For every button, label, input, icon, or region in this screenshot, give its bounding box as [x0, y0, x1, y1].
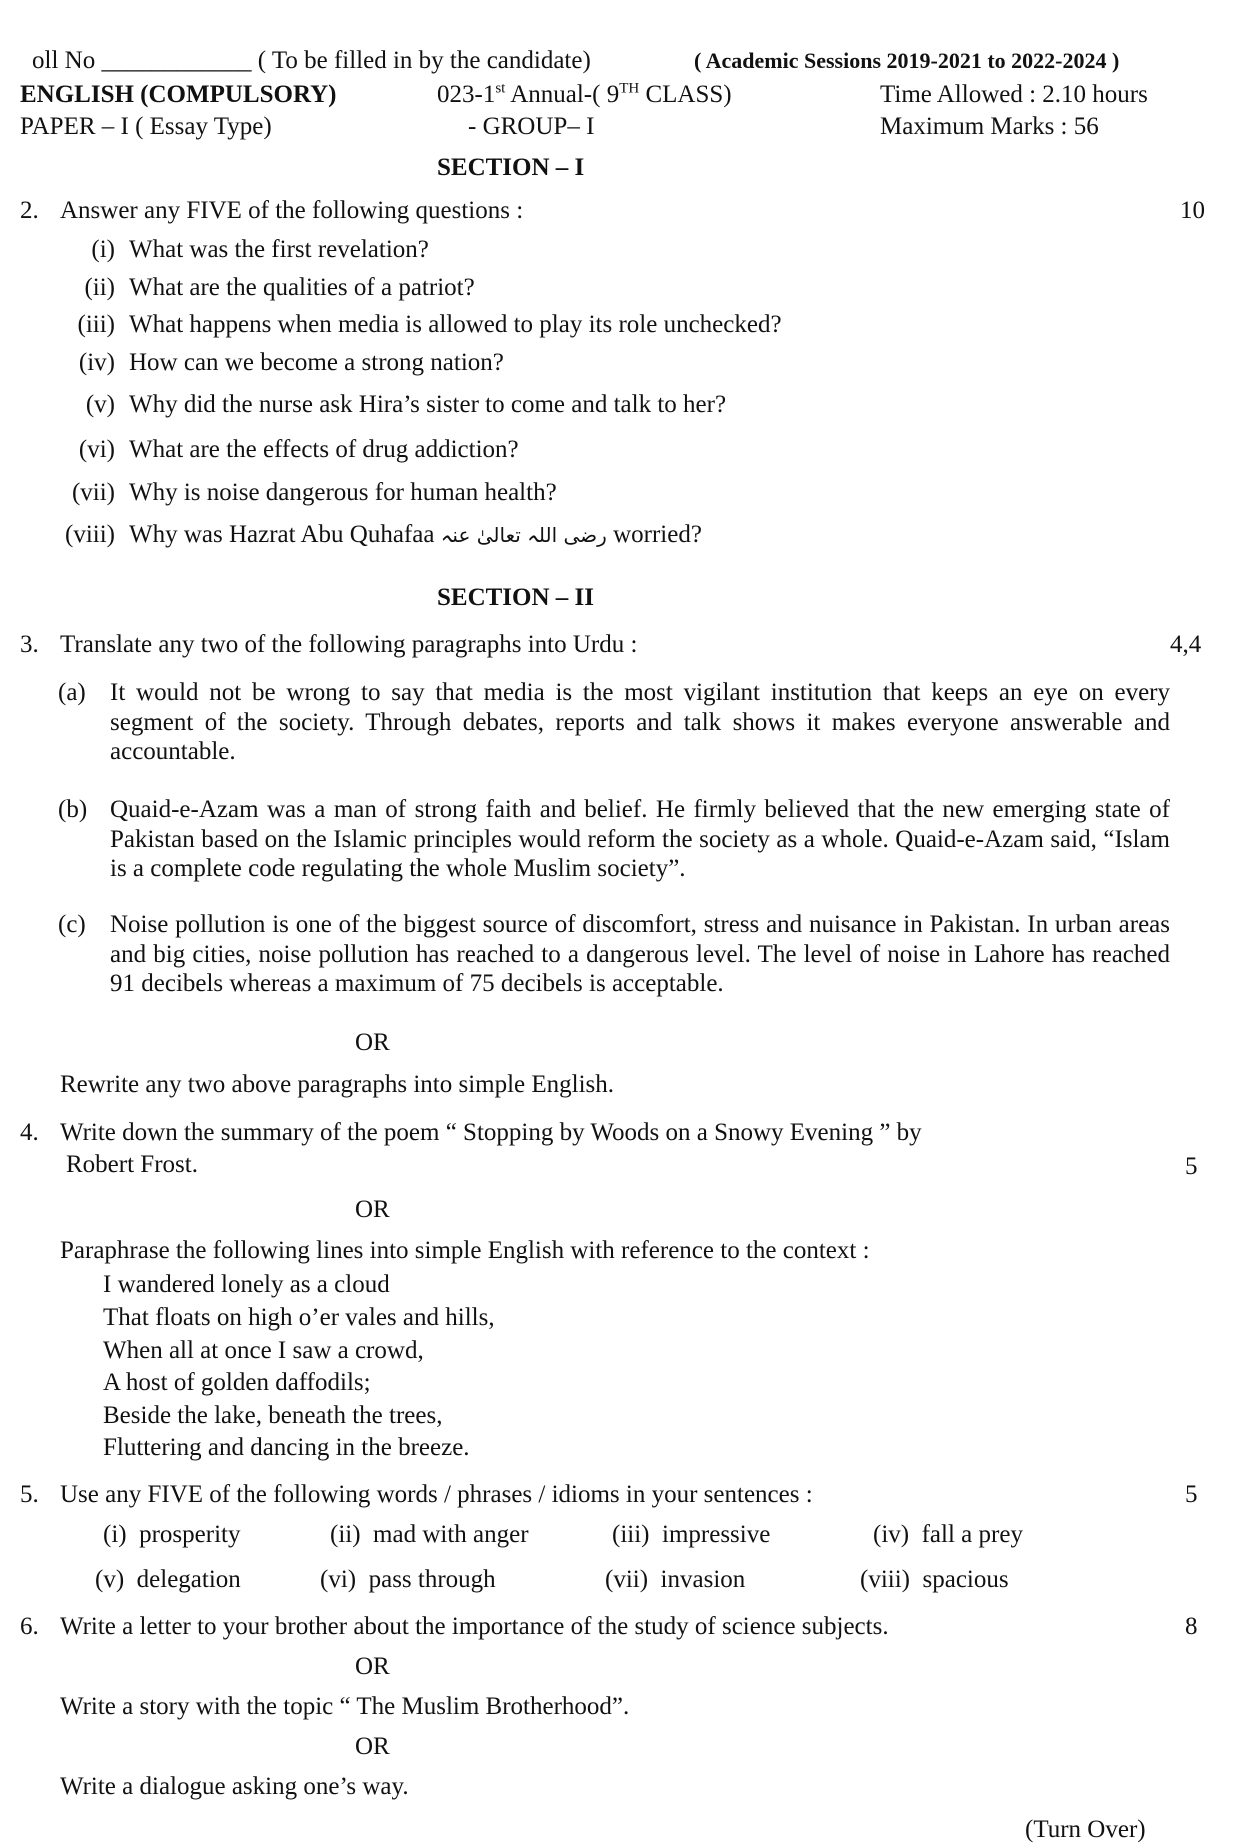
- q2-marks: 10: [1180, 197, 1205, 224]
- q3-paragraph-a: It would not be wrong to say that media is the most vigilant institution that keeps an eye on every segment of the society. Through debates, reports and talk shows it makes everyone answerable and accountable.: [110, 679, 1170, 765]
- roll-no-line: [32, 46, 591, 76]
- q2-item: (ii) What are the qualities of a patriot?: [84, 274, 475, 301]
- q3-paragraph-label: (c): [58, 911, 86, 938]
- q4-marks: 5: [1185, 1153, 1198, 1180]
- q6-alternative: Write a dialogue asking one’s way.: [60, 1773, 409, 1800]
- maximum-marks: Maximum Marks : 56: [880, 113, 1099, 140]
- q2-item: (v) Why did the nurse ask Hira’s sister to come and talk to her?: [85, 391, 727, 418]
- q2-item: (i) What was the first revelation?: [91, 236, 429, 263]
- poem-line: When all at once I saw a crowd,: [103, 1337, 424, 1364]
- q5-word: (i) prosperity: [103, 1521, 241, 1548]
- q2-item: (iii) What happens when media is allowed to play its role unchecked?: [77, 311, 782, 338]
- q2-text: Answer any FIVE of the following questions :: [60, 197, 524, 224]
- q5-text: Use any FIVE of the following words / phrases / idioms in your sentences :: [60, 1481, 813, 1508]
- q2-item: (vii) Why is noise dangerous for human health?: [71, 479, 557, 506]
- exam-title: 023-1st Annual-( 9TH CLASS): [437, 80, 732, 108]
- group-title: - GROUP– I: [468, 113, 595, 140]
- time-allowed: Time Allowed : 2.10 hours: [880, 81, 1148, 108]
- roll-no-note: ( To be filled in by the candidate): [257, 47, 591, 74]
- q5-word: (iii) impressive: [612, 1521, 771, 1548]
- q6-alternative: Write a story with the topic “ The Muslim Brotherhood”.: [60, 1693, 630, 1720]
- q3-paragraph-label: (b): [58, 796, 88, 823]
- q2-item: (viii) Why was Hazrat Abu Quhafaa رضی اللہ تعالیٰ عنہ worried?: [65, 521, 702, 548]
- q5-number: 5.: [20, 1481, 39, 1508]
- q5-word: (iv) fall a prey: [873, 1521, 1023, 1548]
- q5-word: (viii) spacious: [860, 1566, 1009, 1593]
- q2-item: (vi) What are the effects of drug addiction?: [78, 436, 519, 463]
- poem-line: I wandered lonely as a cloud: [103, 1271, 390, 1298]
- q3-paragraph-label: (a): [58, 679, 86, 706]
- roll-no-blank: ____________: [101, 47, 252, 74]
- q3-alternative: Rewrite any two above paragraphs into simple English.: [60, 1071, 615, 1098]
- turn-over: (Turn Over): [1025, 1816, 1146, 1843]
- q5-word: (v) delegation: [95, 1566, 241, 1593]
- q6-text: Write a letter to your brother about the importance of the study of science subjects.: [60, 1613, 889, 1640]
- section-2-title: SECTION – II: [437, 584, 594, 611]
- poem-line: Fluttering and dancing in the breeze.: [103, 1434, 470, 1461]
- q3-or: OR: [355, 1029, 390, 1056]
- q4-alternative: Paraphrase the following lines into simple English with reference to the context :: [60, 1237, 870, 1264]
- paper-title: PAPER – I ( Essay Type): [20, 113, 272, 140]
- q3-paragraph-c: Noise pollution is one of the biggest source of discomfort, stress and nuisance in Pakistan. In urban areas and big cities, noise pollution has reached to a dangerous level. The level of noise in Lahore has reached 91 decibels whereas a maximum of 75 decibels is acceptable.: [110, 911, 1170, 997]
- q3-paragraph-b: Quaid-e-Azam was a man of strong faith and belief. He firmly believed that the new emerging state of Pakistan based on the Islamic principles would reform the society as a whole. Quaid-e-Azam said, “Islam is a complete code regulating the whole Muslim society”.: [110, 796, 1170, 882]
- q4-or: OR: [355, 1196, 390, 1223]
- q4-text: Write down the summary of the poem “ Stopping by Woods on a Snowy Evening ” by: [60, 1119, 922, 1146]
- subject-title: ENGLISH (COMPULSORY): [20, 81, 337, 108]
- poem-line: A host of golden daffodils;: [103, 1369, 371, 1396]
- q4-number: 4.: [20, 1119, 39, 1146]
- poem-line: Beside the lake, beneath the trees,: [103, 1402, 443, 1429]
- academic-sessions: ( Academic Sessions 2019-2021 to 2022-2024 ): [694, 48, 1120, 73]
- roll-no-label: oll No: [32, 47, 96, 74]
- poem-line: That floats on high o’er vales and hills,: [103, 1304, 495, 1331]
- q3-marks: 4,4: [1170, 631, 1202, 658]
- q6-or: OR: [355, 1733, 390, 1760]
- q5-word: (vii) invasion: [605, 1566, 746, 1593]
- q3-text: Translate any two of the following paragraphs into Urdu :: [60, 631, 638, 658]
- q2-number: 2.: [20, 197, 39, 224]
- section-1-title: SECTION – I: [437, 154, 585, 181]
- q6-or: OR: [355, 1653, 390, 1680]
- q6-number: 6.: [20, 1613, 39, 1640]
- urdu-honorific: رضی اللہ تعالیٰ عنہ: [440, 523, 607, 547]
- q5-word: (vi) pass through: [320, 1566, 496, 1593]
- q5-marks: 5: [1185, 1481, 1198, 1508]
- q4-text-line2: Robert Frost.: [66, 1151, 198, 1178]
- q6-marks: 8: [1185, 1613, 1198, 1640]
- q2-item: (iv) How can we become a strong nation?: [78, 349, 504, 376]
- q3-number: 3.: [20, 631, 39, 658]
- q5-word: (ii) mad with anger: [330, 1521, 529, 1548]
